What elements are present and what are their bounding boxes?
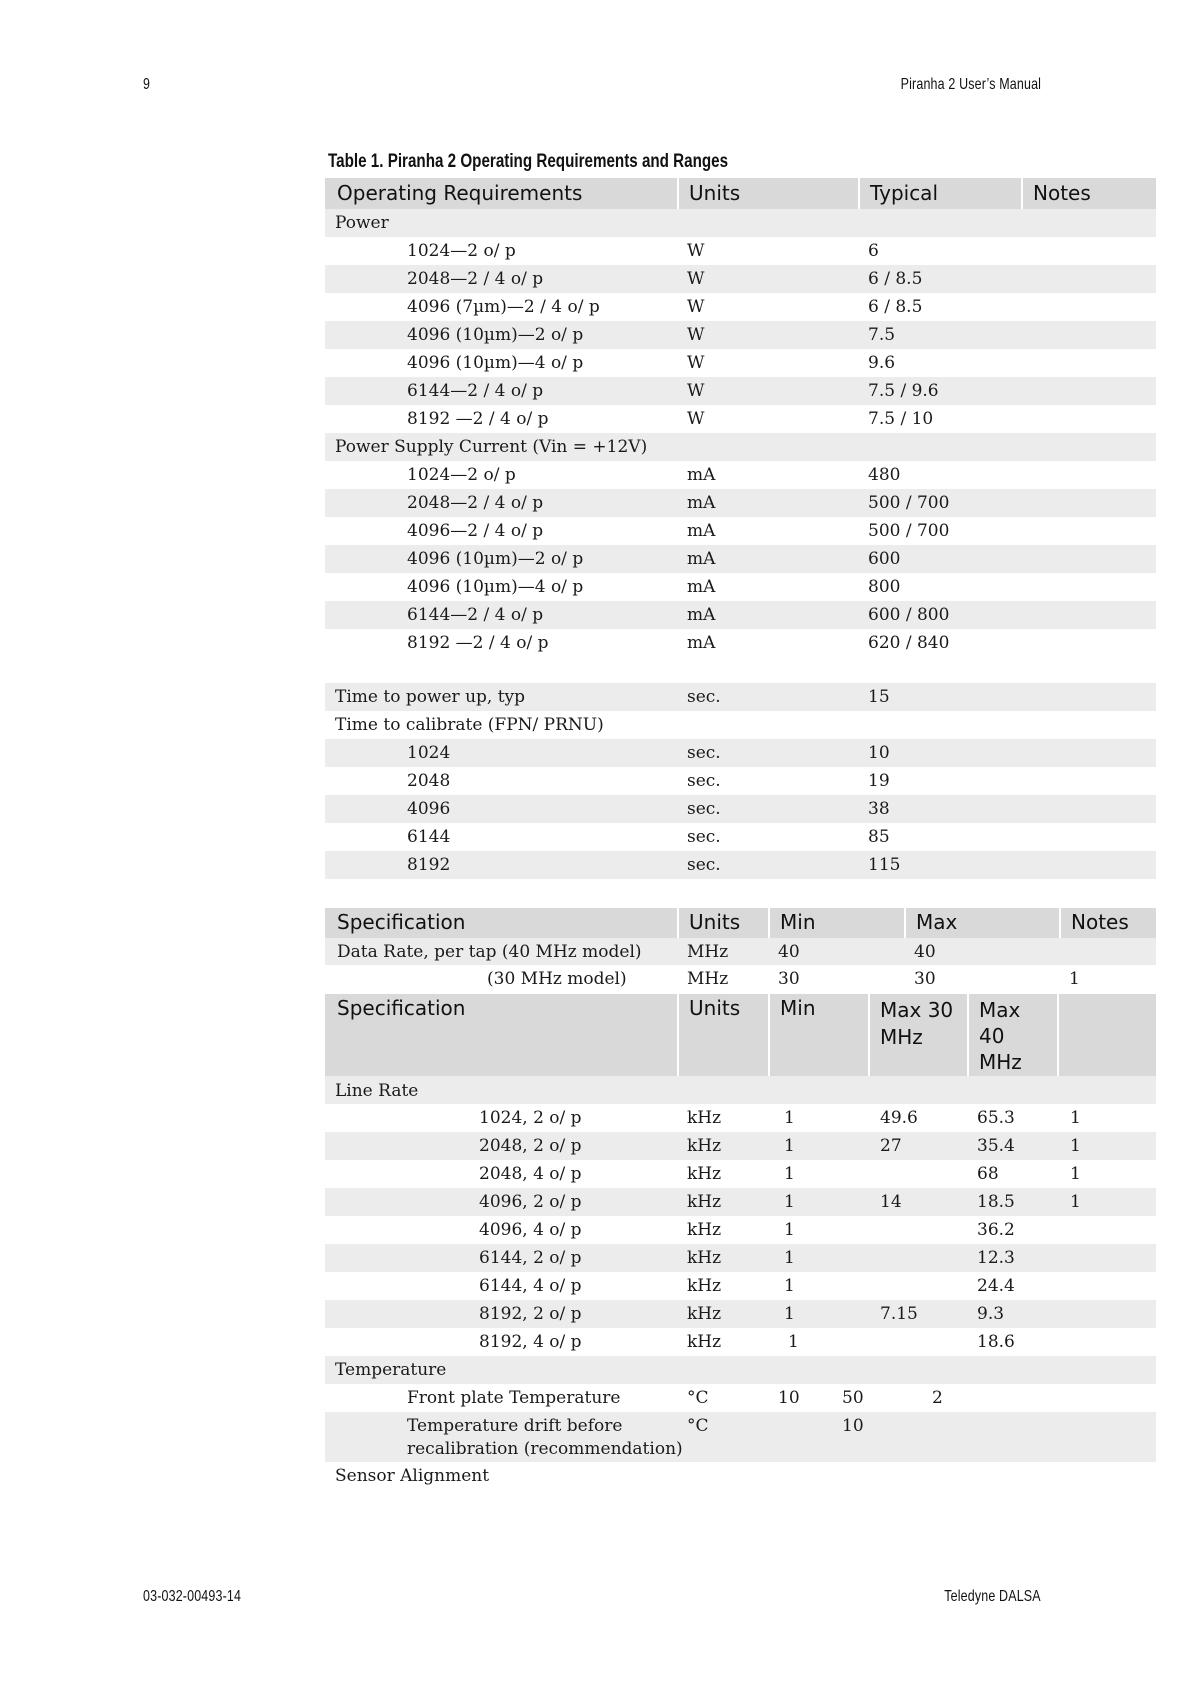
header-notes: Notes: [1059, 908, 1129, 938]
header-min: Min: [768, 994, 816, 1076]
row-unit: kHz: [687, 1248, 722, 1268]
row-min: 1: [784, 1304, 795, 1324]
row-label-line2: recalibration (recommendation): [407, 1439, 683, 1459]
table-row: [325, 629, 1156, 657]
row-max-40: 12.3: [977, 1248, 1015, 1268]
row-unit: W: [687, 353, 705, 373]
row-label: 4096: [407, 799, 451, 819]
row-label: 1024: [407, 743, 451, 763]
section-label: Line Rate: [335, 1081, 419, 1101]
table-row: [325, 739, 1156, 767]
header-specification: Specification: [337, 996, 466, 1020]
header-units: Units: [677, 178, 740, 209]
table-row: [325, 823, 1156, 851]
row-label: 1024, 2 o/ p: [479, 1108, 582, 1128]
section-row: [325, 711, 1156, 739]
header-units: Units: [677, 994, 740, 1076]
row-label: 1024—2 o/ p: [407, 465, 516, 485]
row-typical: 7.5 / 9.6: [868, 381, 939, 401]
row-max-40: 65.3: [977, 1108, 1015, 1128]
row-unit: kHz: [687, 1192, 722, 1212]
row-unit: mA: [687, 549, 716, 569]
section-row: [325, 1356, 1156, 1384]
header-max: Max: [904, 908, 957, 938]
table-row: [325, 1132, 1156, 1160]
row-max-30: 7.15: [880, 1304, 918, 1324]
row-unit: sec.: [687, 771, 721, 791]
table-row: [325, 683, 1156, 711]
row-typical: 7.5: [868, 325, 896, 345]
row-unit: mA: [687, 633, 716, 653]
row-label: 6144, 2 o/ p: [479, 1248, 582, 1268]
section-label: Power Supply Current (Vin = +12V): [335, 437, 648, 457]
row-unit: mA: [687, 493, 716, 513]
table-row: [325, 1188, 1156, 1216]
row-label: 6144—2 / 4 o/ p: [407, 605, 544, 625]
company-name: Teledyne DALSA: [944, 1588, 1041, 1605]
row-min: 30: [778, 969, 800, 989]
row-unit: sec.: [687, 855, 721, 875]
row-unit: sec.: [687, 687, 721, 707]
row-label: 4096 (7µm)—2 / 4 o/ p: [407, 297, 600, 317]
header-units: Units: [677, 908, 740, 938]
header-typical: Typical: [858, 178, 938, 209]
row-max-40: 18.6: [977, 1332, 1015, 1352]
row-typical: 6 / 8.5: [868, 297, 923, 317]
spacer-row: [325, 657, 1156, 683]
table-row: [325, 938, 1156, 965]
section-row: [325, 1076, 1156, 1104]
table-row: [325, 545, 1156, 573]
row-label: 2048—2 / 4 o/ p: [407, 493, 544, 513]
operating-requirements-table: [325, 178, 1156, 879]
row-max: 30: [914, 969, 936, 989]
table-row: [325, 1104, 1156, 1132]
row-label: (30 MHz model): [487, 969, 627, 989]
section-label: Power: [335, 213, 389, 233]
table-row: [325, 1244, 1156, 1272]
row-unit: mA: [687, 465, 716, 485]
table-header-row: [325, 178, 1156, 209]
row-label: 8192, 2 o/ p: [479, 1304, 582, 1324]
row-typical: 620 / 840: [868, 633, 950, 653]
row-max: 10: [842, 1416, 864, 1436]
row-unit: kHz: [687, 1276, 722, 1296]
row-unit: °C: [687, 1388, 709, 1408]
row-typical: 85: [868, 827, 890, 847]
row-min: 10: [778, 1388, 800, 1408]
row-unit: kHz: [687, 1108, 722, 1128]
row-max-30: 49.6: [880, 1108, 918, 1128]
row-typical: 7.5 / 10: [868, 409, 934, 429]
row-label: 2048, 2 o/ p: [479, 1136, 582, 1156]
table-row: [325, 377, 1156, 405]
document-number: 03-032-00493-14: [143, 1588, 242, 1605]
row-label: 6144, 4 o/ p: [479, 1276, 582, 1296]
row-label: 4096 (10µm)—2 o/ p: [407, 549, 584, 569]
row-unit: °C: [687, 1416, 709, 1436]
row-unit: W: [687, 269, 705, 289]
table-row: [325, 601, 1156, 629]
table-row: [325, 767, 1156, 795]
row-min: 1: [784, 1276, 795, 1296]
row-typical: 800: [868, 577, 901, 597]
row-label: 6144: [407, 827, 451, 847]
row-unit: kHz: [687, 1332, 722, 1352]
row-label: 8192: [407, 855, 451, 875]
row-min: 1: [784, 1248, 795, 1268]
row-typical: 6 / 8.5: [868, 269, 923, 289]
manual-title: Piranha 2 User’s Manual: [900, 76, 1041, 93]
row-label: 4096, 2 o/ p: [479, 1192, 582, 1212]
row-min: 40: [778, 942, 800, 962]
row-unit: sec.: [687, 799, 721, 819]
table-row: [325, 517, 1156, 545]
section-label: Time to calibrate (FPN/ PRNU): [335, 715, 604, 735]
row-min: 1: [784, 1164, 795, 1184]
section-row: [325, 209, 1156, 237]
row-typical: 9.6: [868, 353, 896, 373]
row-max: 50: [842, 1388, 864, 1408]
row-unit: sec.: [687, 743, 721, 763]
row-min: 1: [784, 1192, 795, 1212]
row-unit: W: [687, 325, 705, 345]
header-max-40mhz: Max 40 MHz: [967, 994, 1027, 1076]
section-label: Temperature: [335, 1360, 447, 1380]
row-label: 4096 (10µm)—4 o/ p: [407, 353, 584, 373]
header-notes-blank: [1057, 994, 1156, 1076]
row-max-30: 14: [880, 1192, 902, 1212]
row-min: 1: [784, 1136, 795, 1156]
row-label: Front plate Temperature: [407, 1388, 621, 1408]
row-unit: kHz: [687, 1304, 722, 1324]
table-row: [325, 349, 1156, 377]
row-min: 1: [784, 1220, 795, 1240]
table-header-row: [325, 994, 1156, 1076]
section-row: [325, 1462, 1156, 1490]
row-label: Data Rate, per tap (40 MHz model): [337, 942, 642, 962]
row-typical: 480: [868, 465, 901, 485]
row-typical: 38: [868, 799, 890, 819]
table-row: [325, 851, 1156, 879]
row-typical: 15: [868, 687, 890, 707]
row-max-40: 24.4: [977, 1276, 1015, 1296]
row-max-40: 9.3: [977, 1304, 1005, 1324]
section-row: [325, 433, 1156, 461]
row-label: 4096 (10µm)—4 o/ p: [407, 577, 584, 597]
header-specification: Specification: [337, 910, 466, 934]
row-unit: W: [687, 241, 705, 261]
table-row: [325, 573, 1156, 601]
row-max-40: 35.4: [977, 1136, 1015, 1156]
table-row: [325, 1300, 1156, 1328]
page-number: 9: [143, 76, 151, 93]
row-max-40: 36.2: [977, 1220, 1015, 1240]
table-row: [325, 1412, 1156, 1462]
row-max-40: 18.5: [977, 1192, 1015, 1212]
row-min: 1: [784, 1108, 795, 1128]
table-row: [325, 965, 1156, 992]
row-max: 40: [914, 942, 936, 962]
row-notes: 1: [1069, 969, 1080, 989]
row-typical: 600 / 800: [868, 605, 950, 625]
row-min: 1: [788, 1332, 799, 1352]
table-row: [325, 795, 1156, 823]
table-row: [325, 405, 1156, 433]
table-row: [325, 293, 1156, 321]
row-notes: 1: [1070, 1136, 1081, 1156]
row-notes: 1: [1070, 1192, 1081, 1212]
row-unit: MHz: [687, 969, 729, 989]
row-notes: 1: [1070, 1164, 1081, 1184]
row-unit: mA: [687, 605, 716, 625]
table-row: [325, 461, 1156, 489]
table-header-row: [325, 908, 1156, 938]
row-label: 2048—2 / 4 o/ p: [407, 269, 544, 289]
row-notes: 2: [932, 1388, 943, 1408]
table-row: [325, 1216, 1156, 1244]
row-label: 1024—2 o/ p: [407, 241, 516, 261]
header-max-30mhz: Max 30 MHz: [868, 994, 958, 1076]
row-unit: kHz: [687, 1136, 722, 1156]
row-label: 4096, 4 o/ p: [479, 1220, 582, 1240]
row-label: 2048, 4 o/ p: [479, 1164, 582, 1184]
table-row: [325, 1328, 1156, 1356]
row-typical: 500 / 700: [868, 521, 950, 541]
row-unit: mA: [687, 521, 716, 541]
table-row: [325, 489, 1156, 517]
row-unit: sec.: [687, 827, 721, 847]
table-row: [325, 321, 1156, 349]
row-max-40: 68: [977, 1164, 999, 1184]
line-rate-table: [325, 994, 1156, 1490]
section-label: Sensor Alignment: [335, 1466, 490, 1486]
row-label: 8192, 4 o/ p: [479, 1332, 582, 1352]
header-notes: Notes: [1021, 178, 1091, 209]
row-label: Time to power up, typ: [335, 687, 526, 707]
row-typical: 500 / 700: [868, 493, 950, 513]
row-label: 8192 —2 / 4 o/ p: [407, 409, 549, 429]
header-min: Min: [768, 908, 816, 938]
table-row: [325, 237, 1156, 265]
header-operating-requirements: Operating Requirements: [337, 181, 583, 205]
data-rate-table: [325, 908, 1156, 992]
row-label: 2048: [407, 771, 451, 791]
row-typical: 6: [868, 241, 879, 261]
row-unit: mA: [687, 577, 716, 597]
row-max-30: 27: [880, 1136, 902, 1156]
row-unit: kHz: [687, 1220, 722, 1240]
row-unit: kHz: [687, 1164, 722, 1184]
row-notes: 1: [1070, 1108, 1081, 1128]
row-label: 4096 (10µm)—2 o/ p: [407, 325, 584, 345]
row-typical: 600: [868, 549, 901, 569]
row-label: 8192 —2 / 4 o/ p: [407, 633, 549, 653]
table-caption: Table 1. Piranha 2 Operating Requirements and Ranges: [328, 151, 729, 172]
row-typical: 115: [868, 855, 901, 875]
table-row: [325, 1272, 1156, 1300]
row-label: 4096—2 / 4 o/ p: [407, 521, 544, 541]
row-unit: W: [687, 409, 705, 429]
row-unit: W: [687, 297, 705, 317]
table-row: [325, 1160, 1156, 1188]
table-row: [325, 1384, 1156, 1412]
row-typical: 19: [868, 771, 890, 791]
row-unit: MHz: [687, 942, 729, 962]
row-label-line1: Temperature drift before: [407, 1416, 623, 1436]
table-row: [325, 265, 1156, 293]
row-unit: W: [687, 381, 705, 401]
row-typical: 10: [868, 743, 890, 763]
row-label: 6144—2 / 4 o/ p: [407, 381, 544, 401]
